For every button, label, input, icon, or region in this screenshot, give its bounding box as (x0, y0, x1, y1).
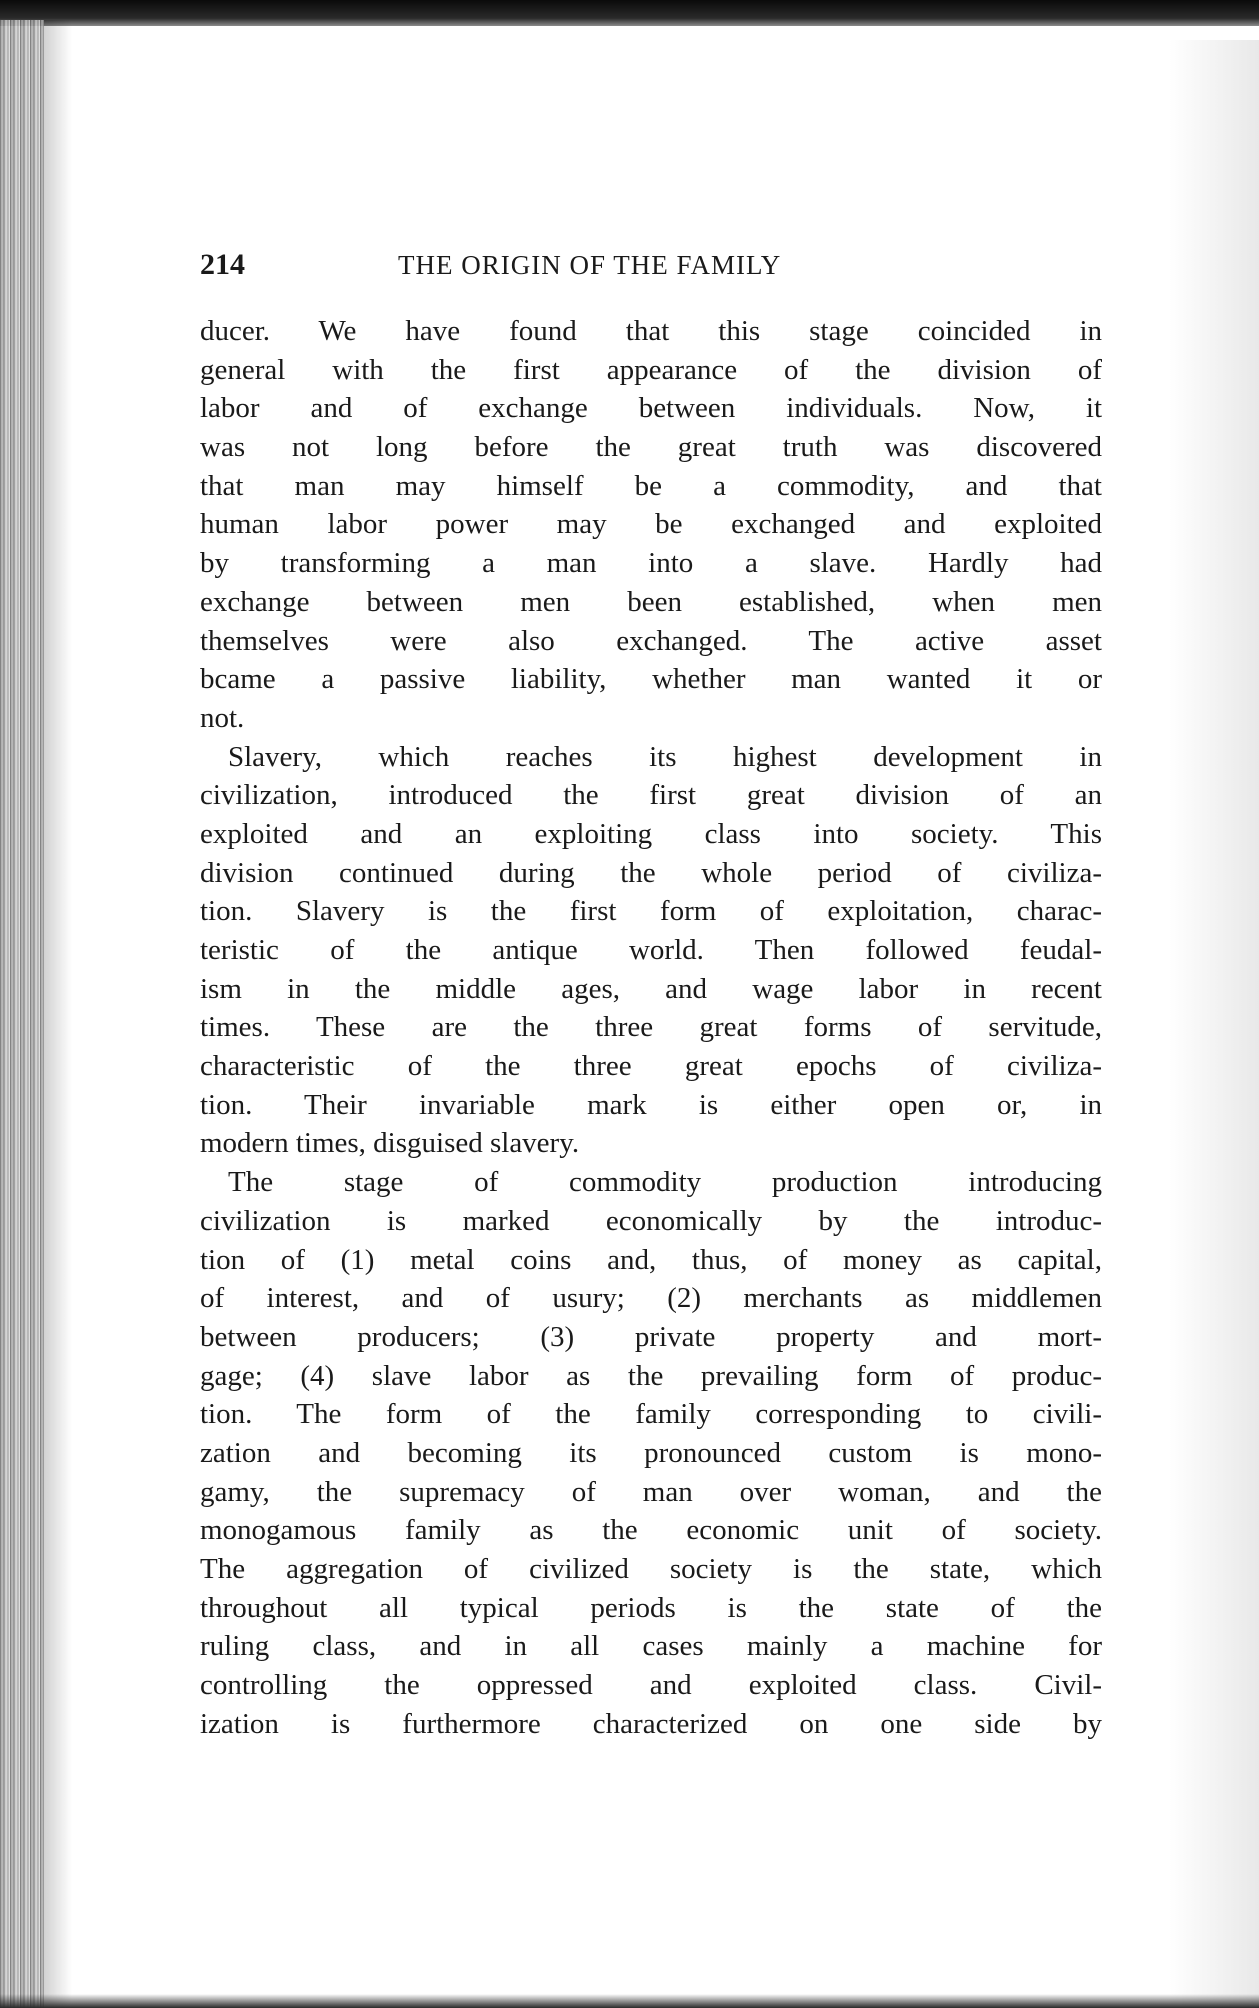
paragraph-1 (200, 312, 1102, 738)
text-line: civilization is marked economically by the introduc- (200, 1204, 1102, 1237)
text-line: gage; (4) slave labor as the prevailing form of produc- (200, 1359, 1102, 1392)
text-line: labor and of exchange between individuals. Now, it (200, 392, 1102, 425)
text-line: throughout all typical periods is the state of the (200, 1591, 1102, 1624)
text-line: ducer. We have found that this stage coincided in (200, 315, 1102, 347)
text-line: was not long before the great truth was discovered (200, 431, 1102, 464)
text-line: teristic of the antique world. Then followed feudal- (200, 934, 1102, 966)
text-line: controlling the oppressed and exploited class. Civil- (200, 1669, 1102, 1702)
text-line: division continued during the whole period of civiliza- (200, 856, 1102, 889)
text-line: civilization, introduced the first great division of an (200, 779, 1102, 812)
text-line: The aggregation of civilized society is the state, which (200, 1553, 1102, 1585)
page-right-edge (1169, 40, 1259, 2008)
text-line: monogamous family as the economic unit of society. (200, 1514, 1102, 1547)
text-line: exchange between men been established, when men (200, 585, 1102, 618)
text-line: human labor power may be exchanged and exploited (200, 508, 1102, 541)
text-line: tion. Their invariable mark is either open or, in (200, 1088, 1102, 1121)
text-line: not. (200, 701, 245, 734)
text-line: tion. Slavery is the first form of exploitation, charac- (200, 895, 1102, 928)
paragraph-2 (200, 738, 1102, 1164)
page-header (200, 248, 1102, 288)
text-line: tion of (1) metal coins and, thus, of money as capital, (200, 1243, 1102, 1276)
text-line: ruling class, and in all cases mainly a machine for (200, 1630, 1102, 1663)
text-line: zation and becoming its pronounced custom is mono- (200, 1436, 1102, 1469)
scan-bottom-border (0, 1994, 1259, 2008)
page-number: 214 (200, 248, 245, 281)
paragraph-3 (200, 1163, 1102, 1743)
text-line: between producers; (3) private property and mort- (200, 1320, 1102, 1353)
text-line: exploited and an exploiting class into society. This (200, 817, 1102, 850)
text-line: modern times, disguised slavery. (200, 1127, 580, 1160)
text-line: bcame a passive liability, whether man wanted it or (200, 663, 1102, 696)
text-line: themselves were also exchanged. The active asset (200, 624, 1102, 657)
text-line: The stage of commodity production introducing (228, 1166, 1102, 1199)
text-line: ism in the middle ages, and wage labor in recent (200, 972, 1102, 1005)
body-text (200, 312, 1102, 1743)
gutter-shadow (44, 20, 72, 2008)
text-line: general with the first appearance of the division of (200, 353, 1102, 386)
text-line: gamy, the supremacy of man over woman, and the (200, 1475, 1102, 1508)
text-line: ization is furthermore characterized on one side by (200, 1707, 1102, 1740)
text-line: times. These are the three great forms of servitude, (200, 1011, 1102, 1044)
scan-top-border (0, 0, 1259, 26)
text-line: by transforming a man into a slave. Hardly had (200, 547, 1102, 580)
text-line: that man may himself be a commodity, and that (200, 469, 1102, 502)
text-line: tion. The form of the family corresponding to civili- (200, 1398, 1102, 1431)
running-title: THE ORIGIN OF THE FAMILY (398, 250, 782, 280)
text-line: Slavery, which reaches its highest development in (228, 740, 1102, 773)
book-spine-edge (0, 20, 44, 2008)
text-line: characteristic of the three great epochs of civiliza- (200, 1050, 1102, 1083)
text-line: of interest, and of usury; (2) merchants as middlemen (200, 1282, 1102, 1315)
